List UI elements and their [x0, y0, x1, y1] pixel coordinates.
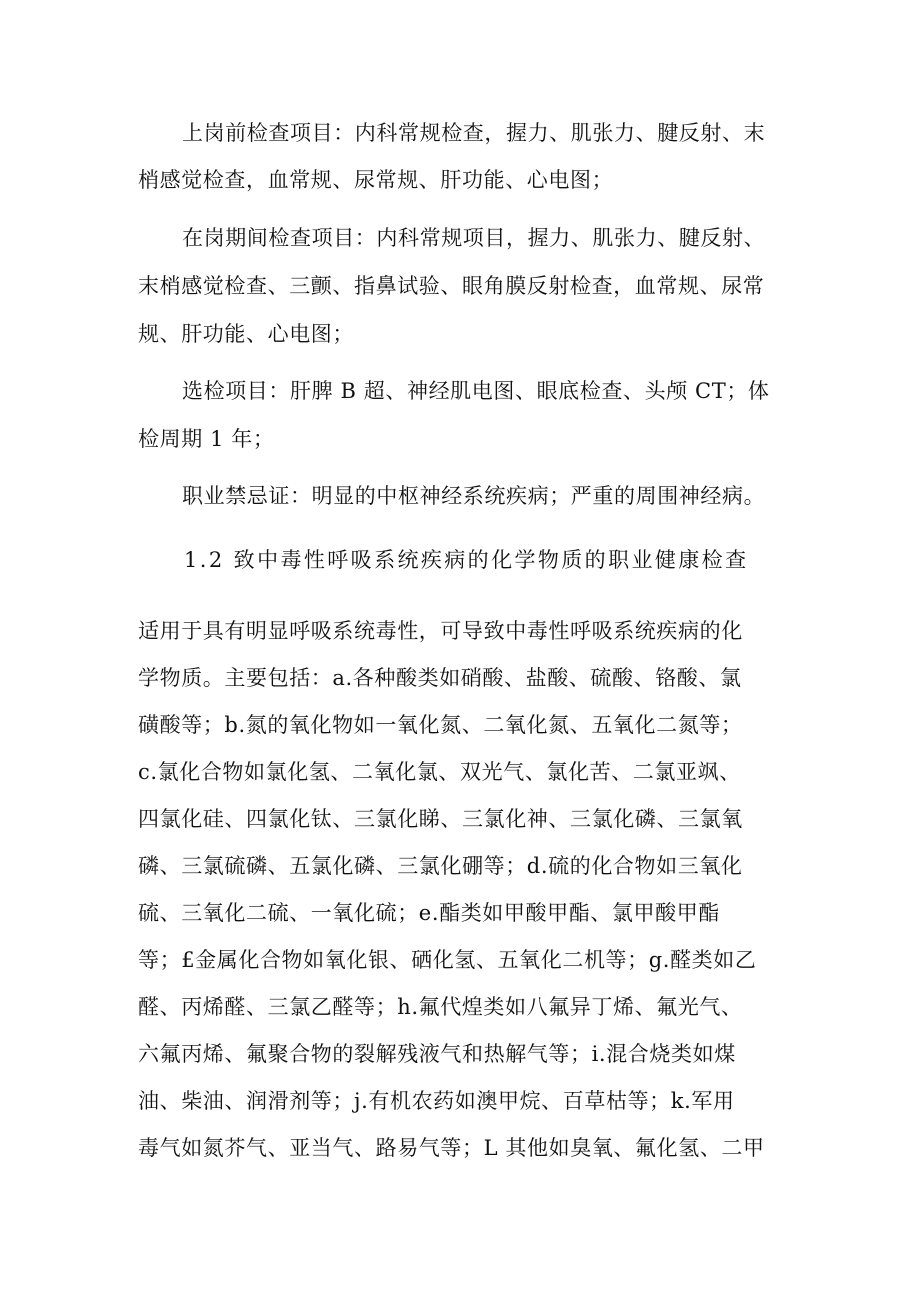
- paragraph-2-line-1: 在岗期间检查项目：内科常规项目，握力、肌张力、腱反射、: [182, 226, 766, 250]
- body-line-4: c.氯化合物如氯化氢、二氧化氯、双光气、氯化苦、二氯亚飒、: [138, 760, 741, 784]
- paragraph-3-line-1: 选检项目：肝脾 B 超、神经肌电图、眼底检查、头颅 CT；体: [182, 379, 770, 403]
- paragraph-4-line-1: 职业禁忌证：明显的中枢神经系统疾病；严重的周围神经病。: [182, 484, 766, 508]
- body-line-6: 磷、三氯硫磷、五氯化磷、三氯化硼等；d.硫的化合物如三氧化: [138, 854, 743, 878]
- body-line-2: 学物质。主要包括：a.各种酸类如硝酸、盐酸、硫酸、铬酸、氯: [138, 666, 742, 690]
- body-line-8: 等；£金属化合物如氧化银、硒化氢、五氧化二机等；g.醛类如乙: [138, 948, 757, 972]
- paragraph-2-line-3: 规、肝功能、心电图；: [138, 322, 354, 346]
- body-line-3: 磺酸等；b.氮的氧化物如一氧化氮、二氧化氮、五氧化二氮等；: [138, 713, 743, 737]
- paragraph-2-line-2: 末梢感觉检查、三颤、指鼻试验、眼角膜反射检查，血常规、尿常: [138, 274, 765, 298]
- body-line-9: 醛、丙烯醛、三氯乙醛等；h.氟代煌类如八氟异丁烯、氟光气、: [138, 995, 743, 1019]
- paragraph-3-line-2: 检周期 1 年；: [138, 427, 275, 451]
- body-line-1: 适用于具有明显呼吸系统毒性，可导致中毒性呼吸系统疾病的化: [138, 619, 743, 643]
- paragraph-1-line-1: 上岗前检查项目：内科常规检查，握力、肌张力、腱反射、末: [182, 121, 766, 145]
- body-line-11: 油、柴油、润滑剂等；j.有机农药如澳甲烷、百草枯等；k.军用: [138, 1089, 735, 1113]
- body-line-7: 硫、三氧化二硫、一氧化硫；e.酯类如甲酸甲酯、氯甲酸甲酯: [138, 901, 720, 925]
- body-line-5: 四氯化硅、四氯化钛、三氯化睇、三氯化神、三氯化磷、三氯氧: [138, 807, 743, 831]
- body-line-10: 六氟丙烯、氟聚合物的裂解残液气和热解气等；i.混合烧类如煤: [138, 1042, 736, 1066]
- section-heading: 1.2 致中毒性呼吸系统疾病的化学物质的职业健康检查: [184, 548, 749, 572]
- paragraph-1-line-2: 梢感觉检查，血常规、尿常规、肝功能、心电图；: [138, 168, 614, 192]
- body-line-12: 毒气如氮芥气、亚当气、路易气等；L 其他如臭氧、氟化氢、二甲: [138, 1136, 765, 1160]
